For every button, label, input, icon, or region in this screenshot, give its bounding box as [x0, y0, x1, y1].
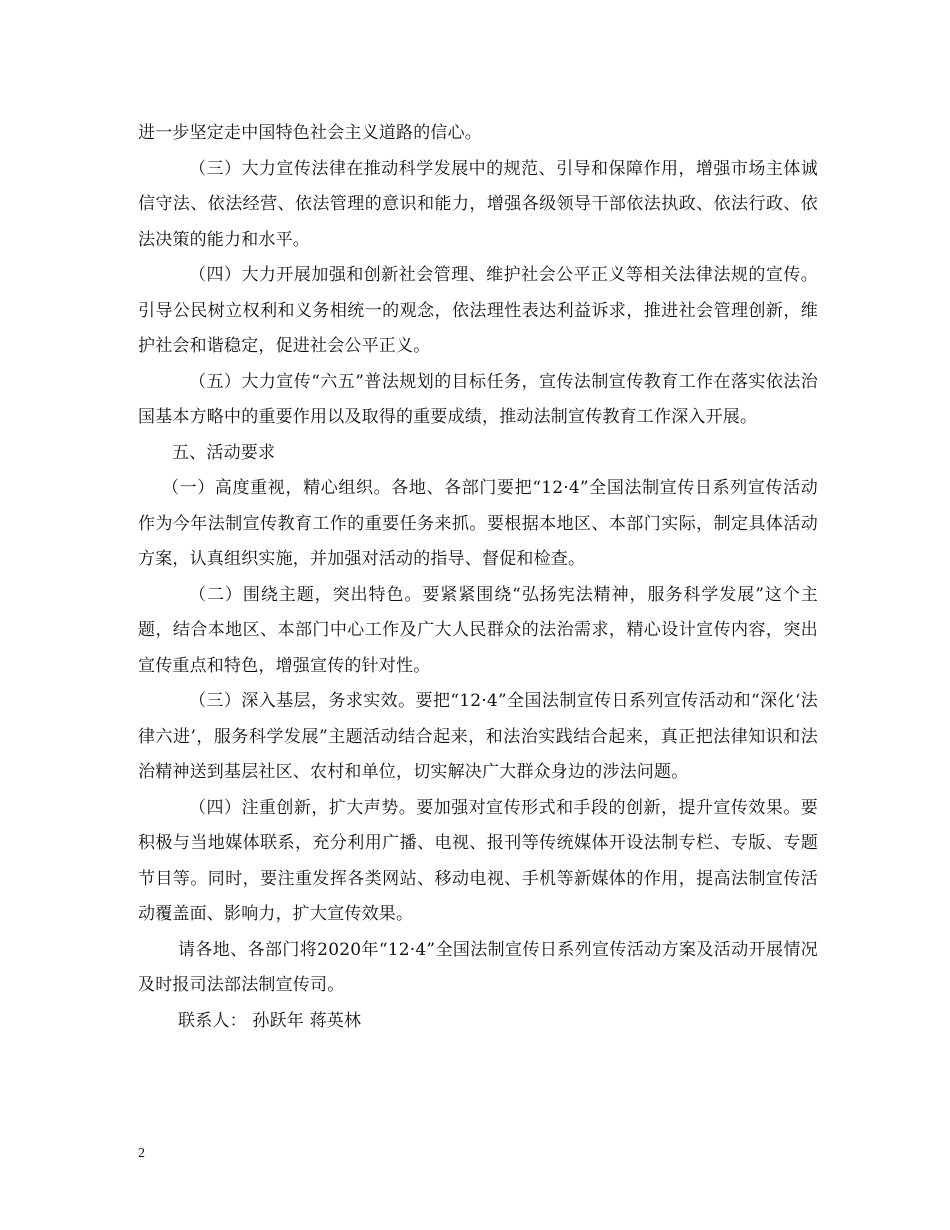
- paragraph-10: 请各地、各部门将2020年“12·4”全国法制宣传日系列宣传活动方案及活动开展情况及时报司法部法制宣传司。: [138, 939, 818, 995]
- paragraph-4: （五）大力宣传“六五”普法规划的目标任务，宣传法制宣传教育工作在落实依法治国基本方略中的重要作用以及取得的重要成绩，推动法制宣传教育工作深入开展。: [138, 371, 818, 427]
- paragraph-8: （三）深入基层，务求实效。要把“12·4”全国法制宣传日系列宣传活动和“深化‘法律六进’，服务科学发展”主题活动结合起来，和法治实践结合起来，真正把法律知识和法治精神送到基层社区、农村和单位，切实解决广大群众身边的涉法问题。: [138, 691, 818, 782]
- section-heading-activity-requirements: 五、活动要求: [172, 442, 276, 463]
- paragraph-1: 进一步坚定走中国特色社会主义道路的信心。: [138, 123, 482, 143]
- paragraph-7: （二）围绕主题，突出特色。要紧紧围绕“弘扬宪法精神，服务科学发展”这个主题，结合本地区、本部门中心工作及广大人民群众的法治需求，精心设计宣传内容，突出宣传重点和特色，增强宣传的针对性。: [138, 584, 818, 676]
- contact-line: 联系人： 孙跃年 蒋英林: [178, 1010, 362, 1031]
- paragraph-2: （三）大力宣传法律在推动科学发展中的规范、引导和保障作用，增强市场主体诚信守法、依法经营、依法管理的意识和能力，增强各级领导干部依法执政、依法行政、依法决策的能力和水平。: [138, 158, 818, 250]
- document-body: [138, 116, 818, 1039]
- page-number: 2: [138, 1146, 145, 1161]
- paragraph-9: （四）注重创新，扩大声势。要加强对宣传形式和手段的创新，提升宣传效果。要积极与当地媒体联系，充分利用广播、电视、报刊等传统媒体开设法制专栏、专版、专题节目等。同时，要注重发挥各类网站、移动电视、手机等新媒体的作用，提高法制宣传活动覆盖面、影响力，扩大宣传效果。: [138, 797, 818, 924]
- paragraph-6: （一）高度重视，精心组织。各地、各部门要把“12·4”全国法制宣传日系列宣传活动作为今年法制宣传教育工作的重要任务来抓。要根据本地区、本部门实际，制定具体活动方案，认真组织实施，并加强对活动的指导、督促和检查。: [138, 478, 818, 569]
- paragraph-3: （四）大力开展加强和创新社会管理、维护社会公平正义等相关法律法规的宣传。引导公民树立权利和义务相统一的观念，依法理性表达利益诉求，推进社会管理创新，维护社会和谐稳定，促进社会公平正义。: [138, 265, 818, 356]
